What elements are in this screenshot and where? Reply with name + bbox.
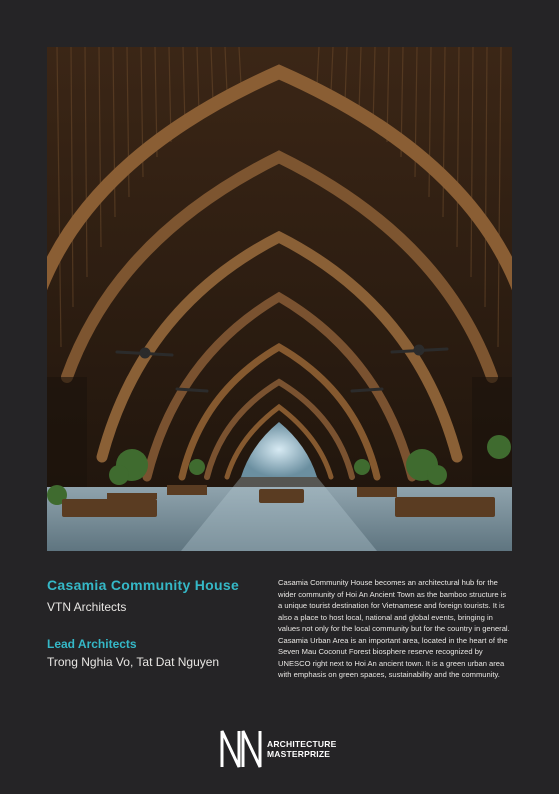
architecture-masterprize-logo [219, 729, 336, 769]
logo-wordmark [267, 739, 336, 759]
logo-line-architecture: ARCHITECTURE [267, 739, 337, 749]
project-title: Casamia Community House [47, 577, 240, 593]
project-description: Casamia Community House becomes an architectural hub for the wider community of Hoi An Ancient Town as the bamboo structure is a unique tourist destination for Vietnamese and foreign tourists. It is also a place to host local, national and global events, bringing in values not only for the local community but for the country in general. Casamia Urban Area is an important area, located in the heart of the Seven Mau Coconut Forest biosphere reserve recognized by UNESCO right next to Hoi An ancient town. It is a green urban area with emphasis on green spaces, sustainability and the community. [278, 578, 510, 680]
masterprize-logo-icon [219, 729, 263, 769]
project-photo [47, 47, 512, 551]
bamboo-hall-image [47, 47, 512, 551]
lead-architects-names: Trong Nghia Vo, Tat Dat Nguyen [47, 655, 220, 669]
architecture-firm: VTN Architects [47, 600, 127, 614]
logo-line-masterprize: MASTERPRIZE [267, 749, 331, 759]
lead-architects-heading: Lead Architects [47, 637, 137, 651]
